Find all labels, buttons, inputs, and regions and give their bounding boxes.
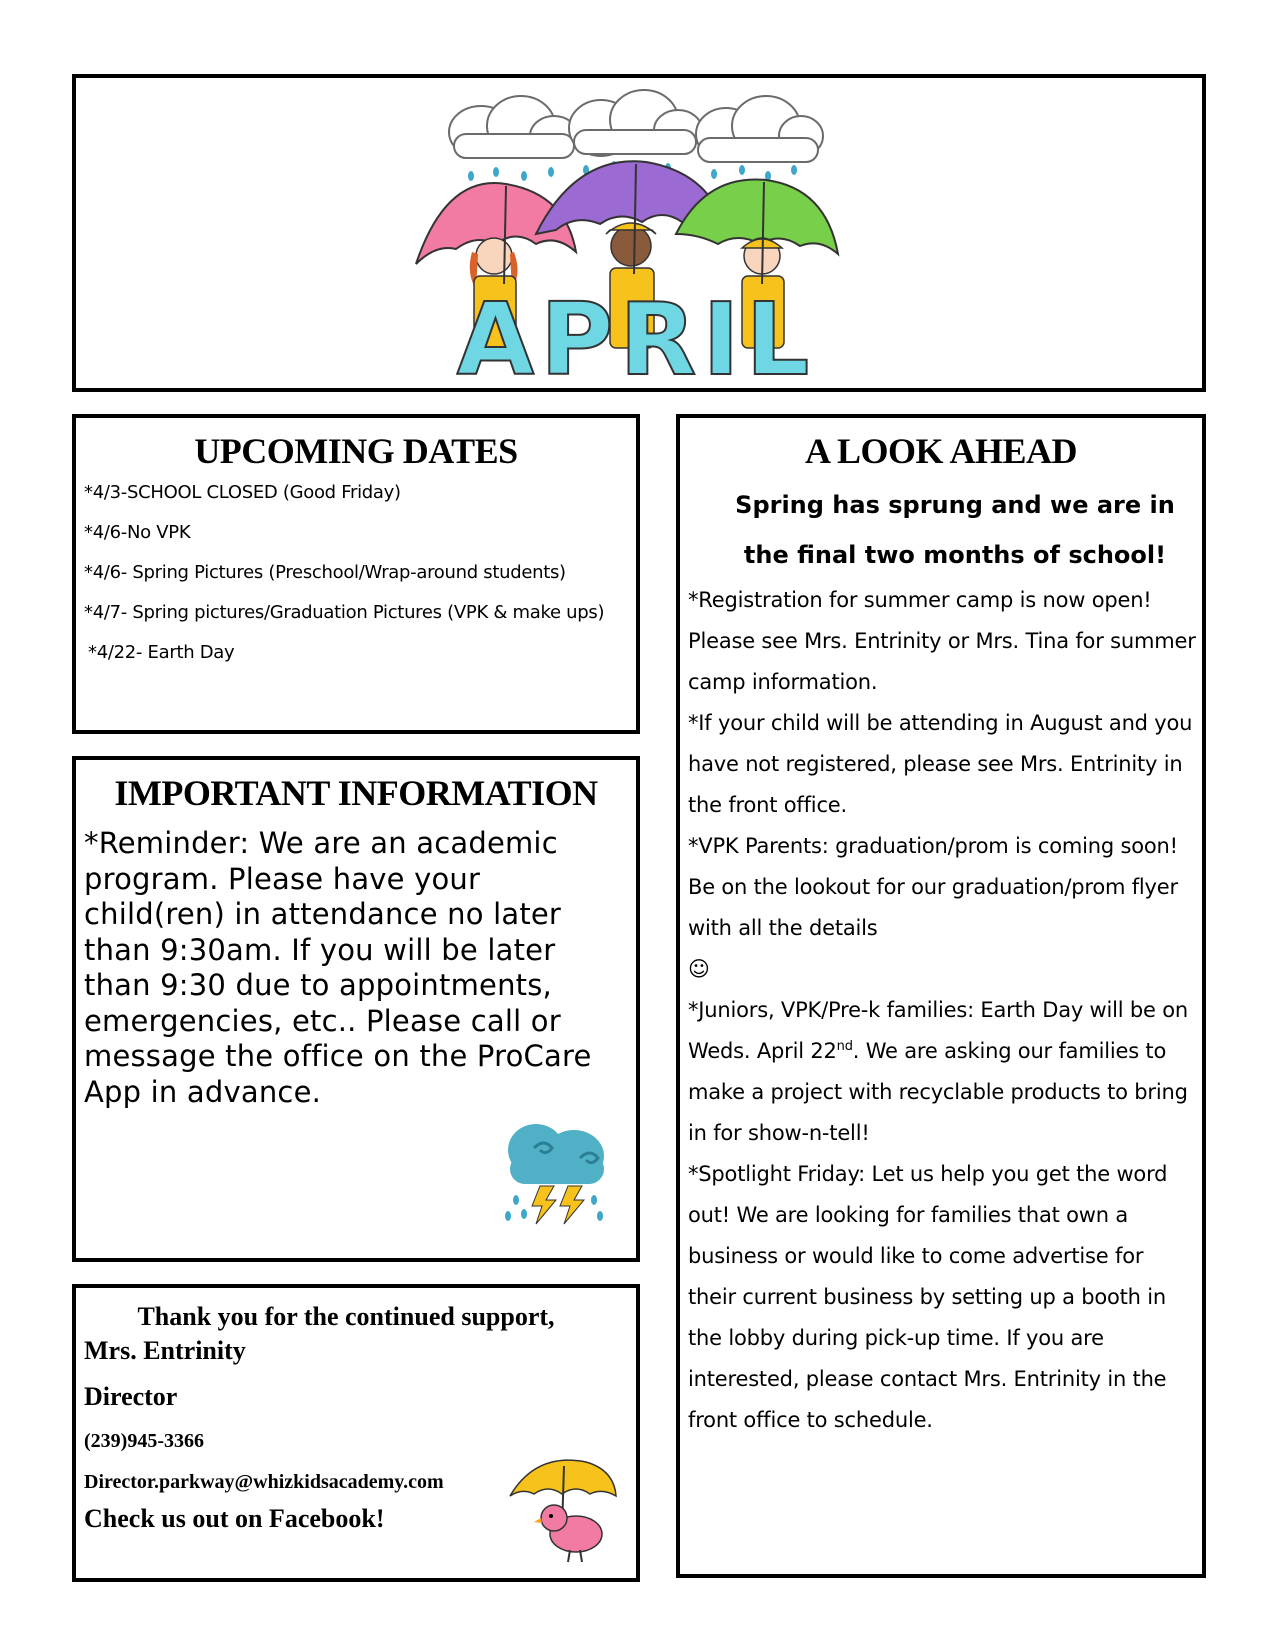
list-item: *4/6- Spring Pictures (Preschool/Wrap-around students) <box>84 562 566 583</box>
director-title: Director <box>84 1382 178 1411</box>
email-address: Director.parkway@whizkidsacademy.com <box>84 1471 444 1493</box>
spotlight-friday-paragraph: *Spotlight Friday: Let us help you get the word out! We are looking for families that own a business or would like to come advertise for their current business by setting up a booth in the lobby during pick-up time. If you are interested, please contact Mrs. Entrinity in the front office to schedule. <box>688 1162 1168 1432</box>
look-ahead-intro: Spring has sprung and we are in the final two months of school! <box>735 491 1175 569</box>
smiley-icon: ☺ <box>688 957 710 981</box>
vpk-graduation-paragraph <box>688 826 1196 990</box>
list-item: *4/6-No VPK <box>84 522 191 543</box>
header-banner-box <box>72 74 1206 392</box>
earth-day-paragraph <box>688 990 1196 1154</box>
upcoming-dates-title: UPCOMING DATES <box>194 431 518 471</box>
list-item: *4/7- Spring pictures/Graduation Pictures (VPK & make ups) <box>84 602 605 623</box>
ordinal-suffix: nd <box>836 1039 853 1054</box>
important-information-box <box>72 756 640 1262</box>
vpk-graduation-text: *VPK Parents: graduation/prom is coming soon! Be on the lookout for our graduation/prom flyer with all the details <box>688 834 1178 940</box>
bird-umbrella-icon <box>506 1456 618 1566</box>
upcoming-dates-box <box>72 414 640 734</box>
april-rain-umbrellas-illustration <box>406 84 886 384</box>
list-item: *4/3-SCHOOL CLOSED (Good Friday) <box>84 482 401 503</box>
august-registration-paragraph: *If your child will be attending in August and you have not registered, please see Mrs. Entrinity in the front office. <box>688 711 1193 817</box>
list-item: *4/22- Earth Day <box>88 642 235 663</box>
look-ahead-body <box>688 580 1196 1441</box>
cloud-icon <box>696 96 823 162</box>
cloud-icon <box>569 90 702 156</box>
important-information-text: *Reminder: We are an academic program. Please have your child(ren) in attendance no later than 9:30am. If you will be later than 9:30 due to appointments, emergencies, etc.. Please call or message the office on the ProCare App in advance. <box>84 826 592 1109</box>
signature-box <box>72 1284 640 1582</box>
earth-day-text-start: *Juniors, VPK/Pre-k families: Earth Day will be on Weds. April 22 <box>688 998 1188 1063</box>
summer-camp-paragraph: *Registration for summer camp is now open! Please see Mrs. Entrinity or Mrs. Tina for summer camp information. <box>688 588 1196 694</box>
april-banner-text: APRIL <box>456 281 816 384</box>
earth-day-text-end: . We are asking our families to make a project with recyclable products to bring in for show-n-tell! <box>688 1039 1188 1145</box>
director-name: Mrs. Entrinity <box>84 1336 246 1365</box>
important-information-title: IMPORTANT INFORMATION <box>114 773 598 813</box>
thanks-heading: Thank you for the continued support, <box>137 1302 555 1331</box>
phone-number: (239)945-3366 <box>84 1430 204 1452</box>
facebook-callout: Check us out on Facebook! <box>84 1504 385 1533</box>
look-ahead-title: A LOOK AHEAD <box>804 431 1078 471</box>
storm-cloud-icon <box>496 1108 616 1228</box>
upcoming-dates-list <box>76 482 636 664</box>
look-ahead-box <box>676 414 1206 1578</box>
cloud-icon <box>449 96 578 158</box>
